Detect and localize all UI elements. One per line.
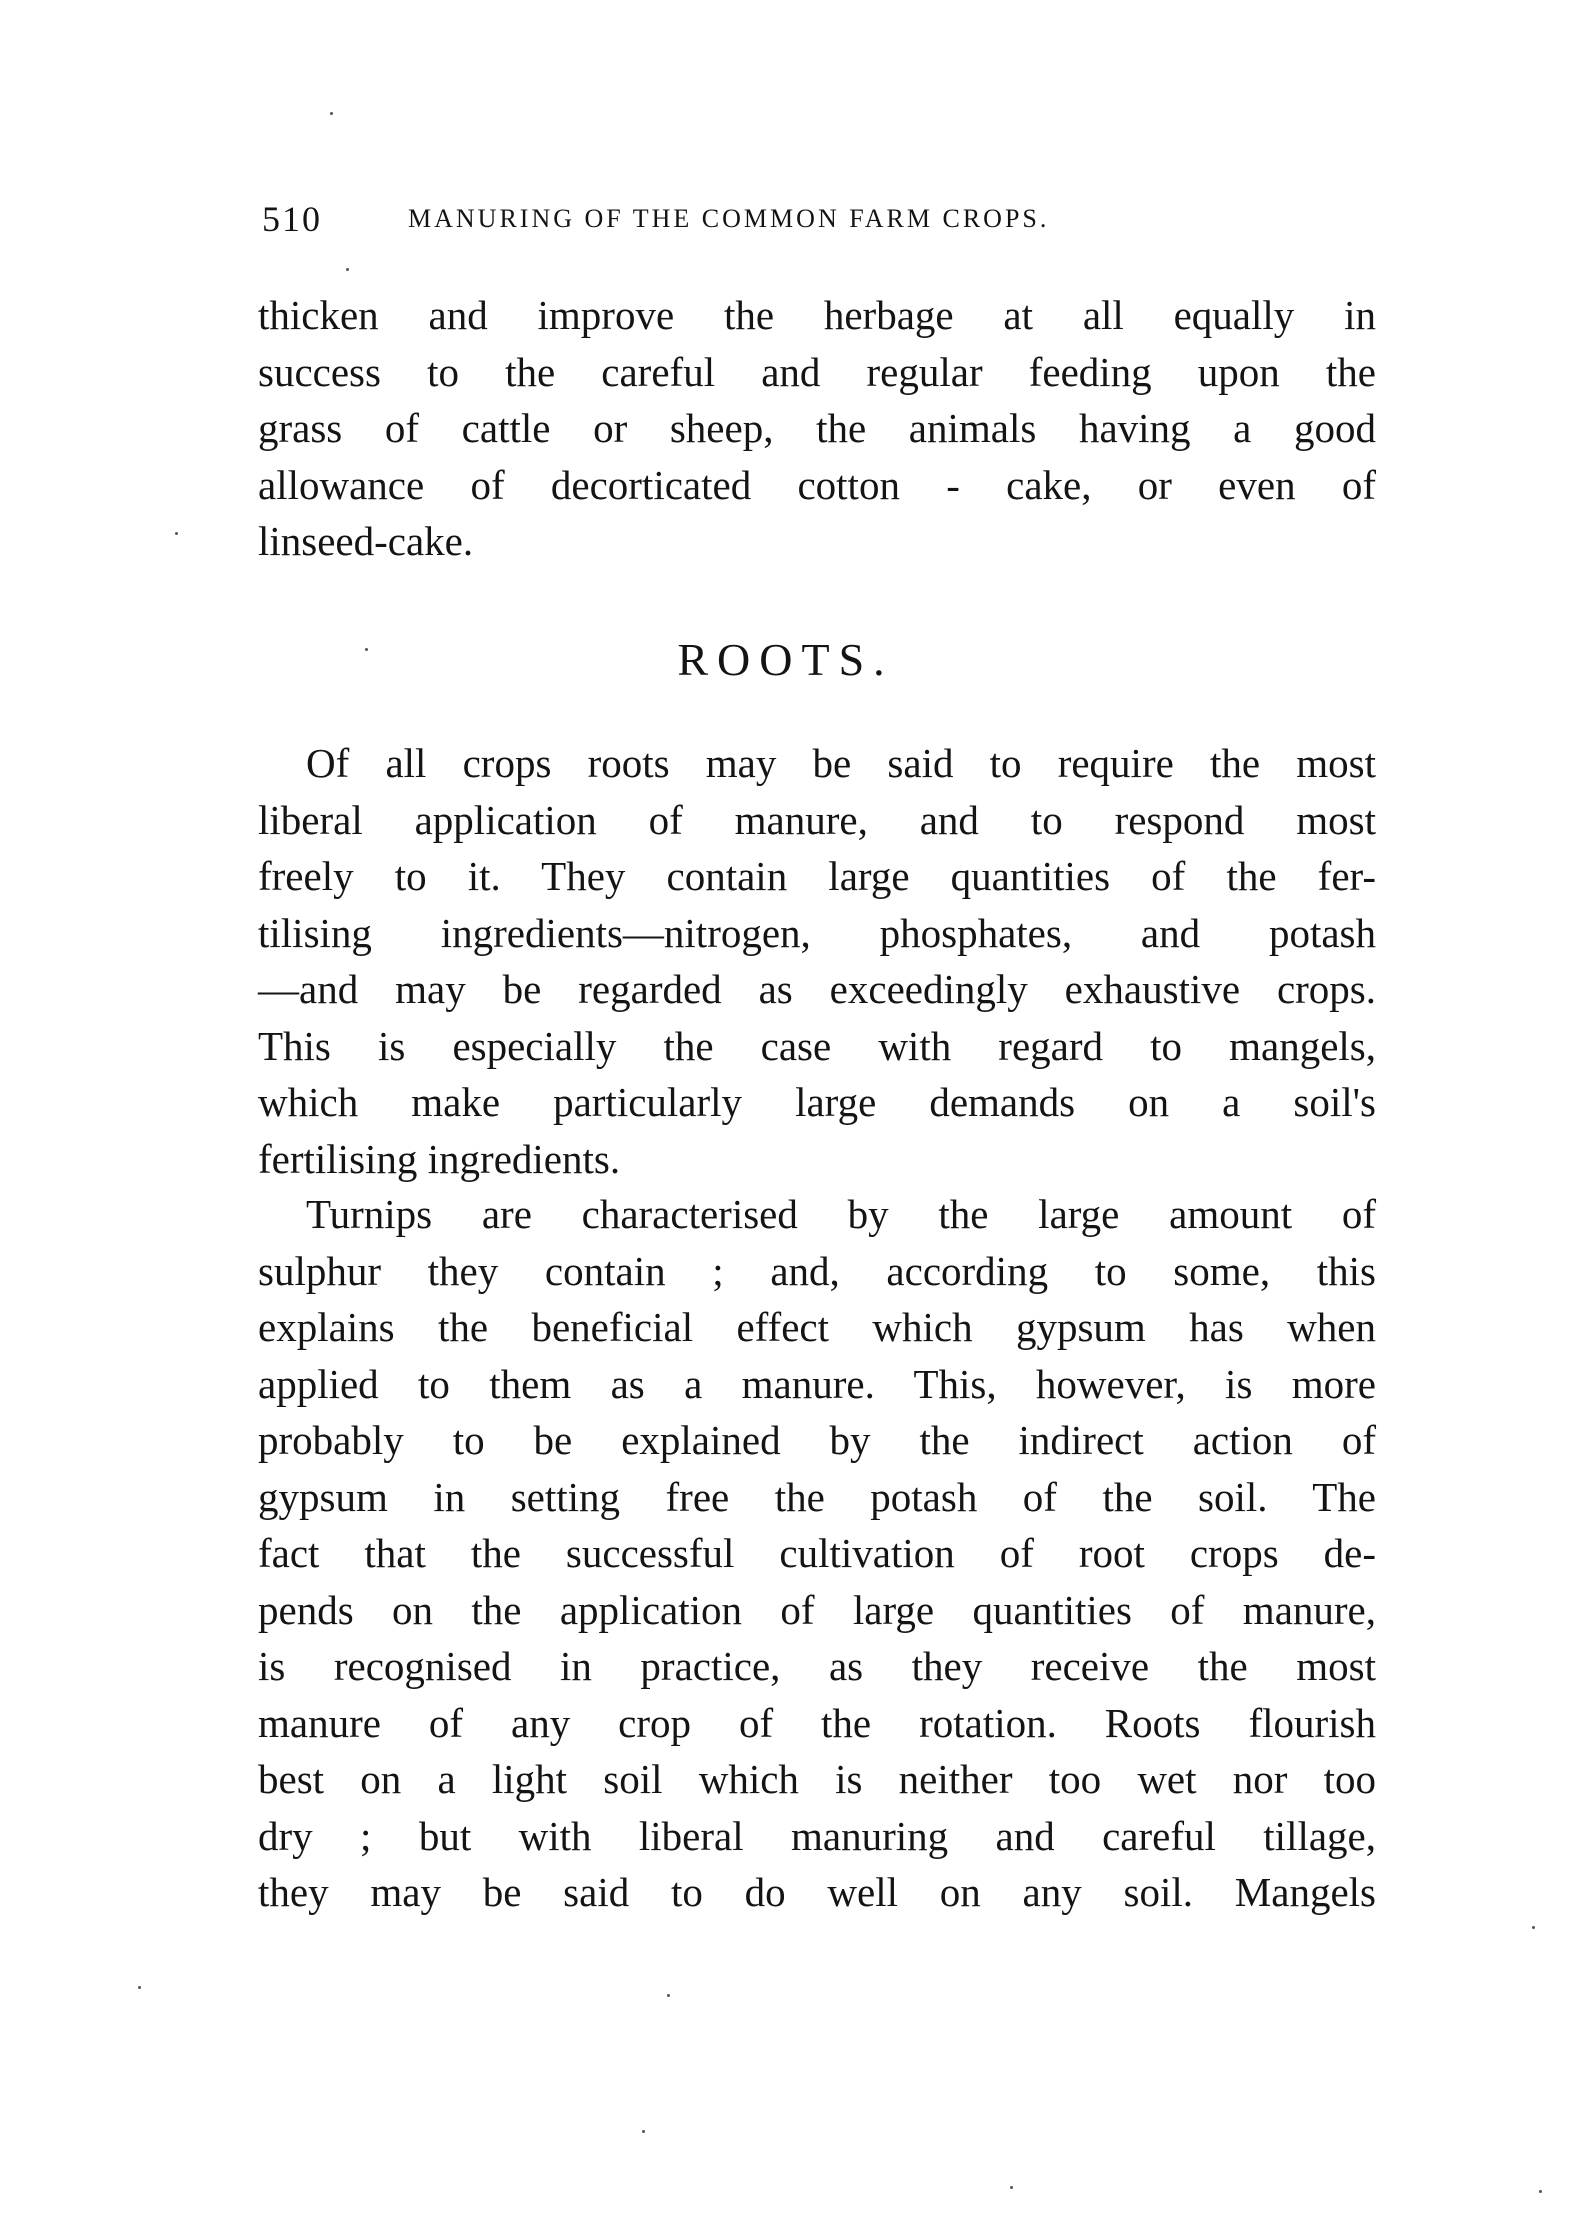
running-title: MANURING OF THE COMMON FARM CROPS. (408, 204, 1050, 233)
text-line: explains the beneficial effect which gypsum has when (258, 1304, 1376, 1350)
text-line: This is especially the case with regard to mangels, (258, 1022, 1376, 1069)
text-line: applied to them as a manure. This, however, is more (258, 1360, 1376, 1407)
text-line: allowance of decorticated cotton - cake, or even of (258, 461, 1376, 508)
scan-speck (346, 268, 349, 271)
text-line: sulphur they contain ; and, according to some, this (258, 1247, 1376, 1294)
text-line: fact that the successful cultivation of root crops de- (258, 1530, 1376, 1576)
text-line: tilising ingredients—nitrogen, phosphates, and potash (258, 909, 1376, 956)
text-line: —and may be regarded as exceedingly exhaustive crops. (258, 966, 1376, 1012)
paragraph-roots-intro (258, 735, 1376, 1187)
text-line: best on a light soil which is neither too wet nor too (258, 1756, 1376, 1802)
text-line: success to the careful and regular feeding upon the (258, 348, 1376, 395)
text-line: probably to be explained by the indirect action of (258, 1417, 1376, 1463)
scan-speck (1532, 1926, 1535, 1929)
scan-speck (642, 2130, 645, 2133)
page-number: 510 (262, 199, 322, 239)
text-line: liberal application of manure, and to respond most (258, 796, 1376, 843)
page-header (262, 198, 1262, 248)
paragraph-turnips (258, 1186, 1376, 1921)
scan-speck (1010, 2186, 1013, 2189)
text-line: thicken and improve the herbage at all equally in (258, 292, 1376, 338)
scan-speck (138, 1986, 141, 1989)
text-line: manure of any crop of the rotation. Roots flourish (258, 1699, 1376, 1746)
scan-speck (175, 532, 178, 535)
text-line: is recognised in practice, as they receive the most (258, 1643, 1376, 1689)
text-line: dry ; but with liberal manuring and careful tillage, (258, 1812, 1376, 1859)
section-heading: ROOTS. (677, 634, 894, 685)
continued-paragraph (258, 287, 1376, 570)
text-line: they may be said to do well on any soil. Mangels (258, 1869, 1376, 1915)
text-line: which make particularly large demands on a soil's (258, 1079, 1376, 1125)
text-line: Turnips are characterised by the large amount of (306, 1191, 1376, 1237)
text-line: pends on the application of large quantities of manure, (258, 1586, 1376, 1633)
scan-speck (365, 648, 368, 651)
text-line: Of all crops roots may be said to require the most (306, 740, 1376, 786)
text-line: freely to it. They contain large quantities of the fer- (258, 853, 1376, 899)
text-line: grass of cattle or sheep, the animals having a good (258, 405, 1376, 451)
text-line: gypsum in setting free the potash of the soil. The (258, 1473, 1376, 1520)
text-line: linseed-cake. (258, 518, 474, 564)
scan-speck (1539, 2190, 1542, 2193)
text-line: fertilising ingredients. (258, 1135, 621, 1182)
scan-speck (330, 112, 333, 115)
scan-speck (667, 1994, 670, 1997)
